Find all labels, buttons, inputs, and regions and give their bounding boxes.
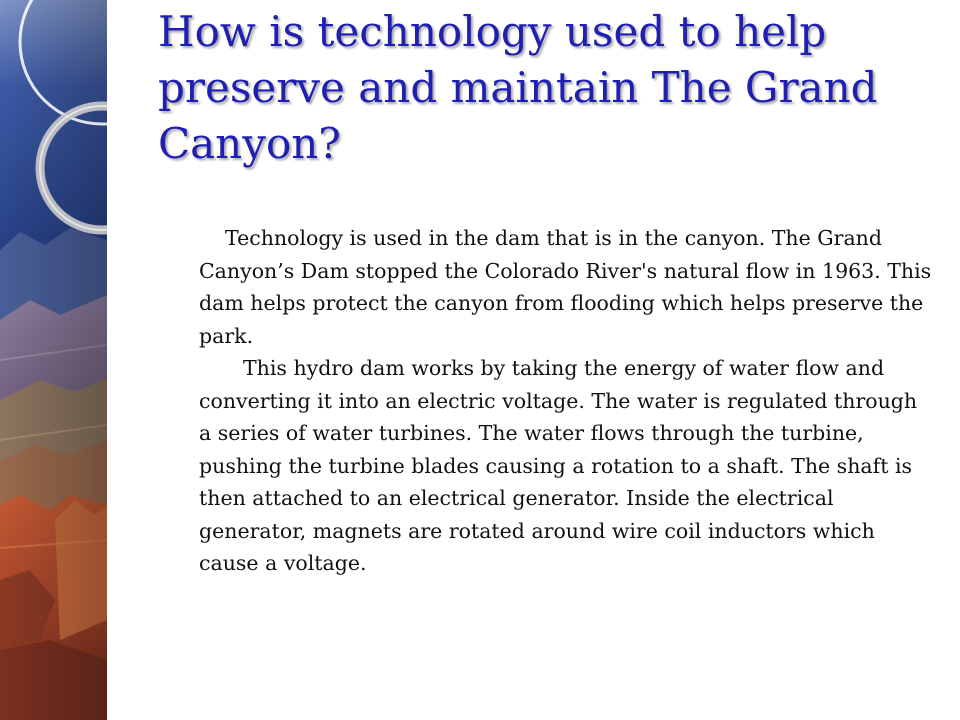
slide-title: How is technology used to help preserve and maintain The Grand Canyon? xyxy=(158,7,878,168)
paragraph-hydro-process: This hydro dam works by taking the energy of water flow and converting it into an electric voltage. The water is regulated through a series of water turbines. The water flows through the turbine, pushing the turbine blades causing a rotation to a shaft. The shaft is then attached to an electrical generator. Inside the electrical generator, magnets are rotated around wire coil inductors which cause a voltage. xyxy=(199,356,918,575)
slide-body xyxy=(199,222,934,580)
canyon-photo-strip xyxy=(0,0,107,720)
paragraph-dam-overview: Technology is used in the dam that is in the canyon. The Grand Canyon’s Dam stopped the Colorado River's natural flow in 1963. This dam helps protect the canyon from flooding which helps preserve the park. xyxy=(199,226,932,348)
canyon-image xyxy=(0,0,107,720)
